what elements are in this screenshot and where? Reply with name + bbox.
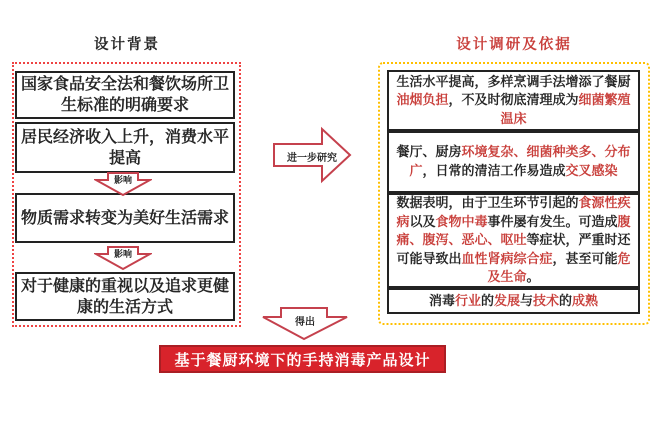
- left-box-health: 对于健康的重视以及追求更健康的生活方式: [15, 272, 235, 321]
- left-panel-title: 设计背景: [94, 37, 160, 53]
- influence-arrow-label: 影响: [113, 175, 132, 185]
- influence-arrow-1: [94, 171, 152, 197]
- right-panel-title: 设计调研及依据: [456, 37, 572, 53]
- left-box-needs: 物质需求转变为美好生活需求: [15, 193, 235, 243]
- influence-arrow-label: 影响: [113, 249, 132, 259]
- right-box-disease: 数据表明，由于卫生环节引起的食源性疾病以及食物中毒事件屡有发生。可造成腹痛、腹泻、恶心、呕吐等症状，严重时还可能导致出血性肾病综合症，甚至可能危及生命。: [387, 193, 640, 288]
- right-box-fume: 生活水平提高，多样烹调手法增添了餐厨油烟负担，不及时彻底清理成为细菌繁殖温床: [387, 70, 640, 131]
- left-box-regulations: 国家食品安全法和餐饮场所卫生标准的明确要求: [15, 71, 235, 119]
- right-box-environment: 餐厅、厨房环境复杂、细菌种类多、分布广，日常的清洁工作易造成交叉感染: [387, 131, 640, 193]
- left-box-income: 居民经济收入上升，消费水平提高: [15, 122, 235, 173]
- further-research-arrow-label: 进一步研究: [287, 153, 337, 164]
- derive-arrow: [261, 306, 349, 341]
- further-research-arrow: [272, 125, 352, 185]
- influence-arrow-2: [94, 245, 152, 271]
- right-box-industry: 消毒行业的发展与技术的成熟: [387, 288, 640, 314]
- derive-arrow-label: 得出: [295, 317, 315, 328]
- conclusion-banner: 基于餐厨环境下的手持消毒产品设计: [159, 345, 446, 373]
